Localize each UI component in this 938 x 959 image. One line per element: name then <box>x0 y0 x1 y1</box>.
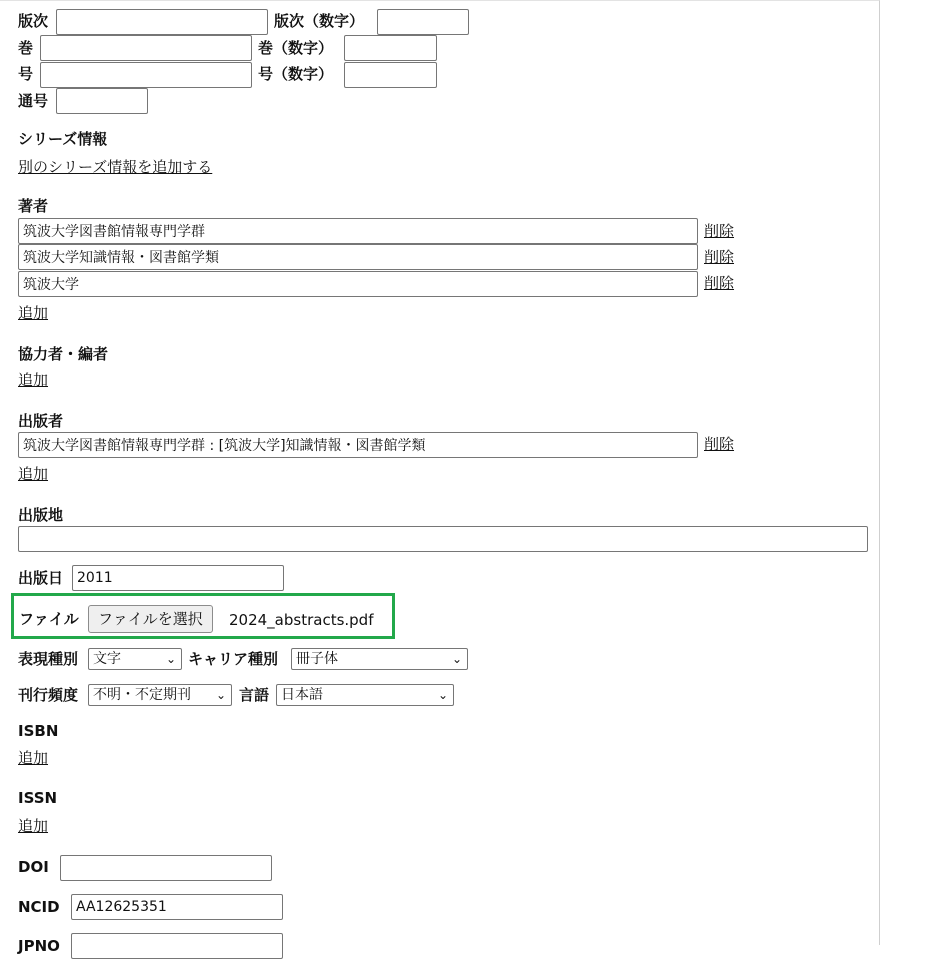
serial-label: 通号 <box>18 92 49 110</box>
selected-file-name: 2024_abstracts.pdf <box>229 611 374 629</box>
doi-label: DOI <box>18 858 49 876</box>
frequency-label: 刊行頻度 <box>18 686 79 704</box>
add-publisher-link[interactable]: 追加 <box>18 465 49 483</box>
author-input[interactable] <box>18 244 698 270</box>
issue-label: 号 <box>18 65 34 83</box>
expression-select[interactable] <box>88 648 182 670</box>
carrier-select[interactable] <box>291 648 468 670</box>
add-issn-link[interactable]: 追加 <box>18 817 49 835</box>
publisher-input[interactable] <box>18 432 698 458</box>
frequency-select[interactable] <box>88 684 232 706</box>
place-heading: 出版地 <box>18 506 64 524</box>
add-series-link[interactable]: 別のシリーズ情報を追加する <box>18 158 213 176</box>
expression-label: 表現種別 <box>18 650 79 668</box>
author-delete-link[interactable]: 削除 <box>704 248 735 266</box>
edition-num-label: 版次（数字） <box>274 12 365 30</box>
publishers-heading: 出版者 <box>18 412 64 430</box>
ncid-label: NCID <box>18 898 60 916</box>
language-select[interactable] <box>276 684 454 706</box>
authors-heading: 著者 <box>18 197 49 215</box>
volume-label: 巻 <box>18 39 34 57</box>
add-contributor-link[interactable]: 追加 <box>18 371 49 389</box>
ncid-input[interactable] <box>71 894 283 920</box>
volume-num-input[interactable] <box>344 35 437 61</box>
file-label: ファイル <box>19 610 79 628</box>
volume-input[interactable] <box>40 35 252 61</box>
pub-date-label: 出版日 <box>18 569 64 587</box>
chevron-down-icon: ⌄ <box>451 652 462 666</box>
pub-date-input[interactable] <box>72 565 284 591</box>
carrier-value: 冊子体 <box>296 651 338 667</box>
issue-input[interactable] <box>40 62 252 88</box>
jpno-label: JPNO <box>18 937 60 955</box>
expression-value: 文字 <box>93 651 121 667</box>
carrier-label: キャリア種別 <box>188 650 279 668</box>
chevron-down-icon: ⌄ <box>165 652 176 666</box>
add-author-link[interactable]: 追加 <box>18 304 49 322</box>
serial-input[interactable] <box>56 88 148 114</box>
volume-num-label: 巻（数字） <box>258 39 334 57</box>
publisher-delete-link[interactable]: 削除 <box>704 435 735 453</box>
issn-heading: ISSN <box>18 789 58 807</box>
place-input[interactable] <box>18 526 868 552</box>
author-input[interactable] <box>18 218 698 244</box>
chevron-down-icon: ⌄ <box>215 688 226 702</box>
author-delete-link[interactable]: 削除 <box>704 222 735 240</box>
series-heading: シリーズ情報 <box>18 130 108 148</box>
issue-num-label: 号（数字） <box>258 65 334 83</box>
language-value: 日本語 <box>281 687 323 703</box>
language-label: 言語 <box>239 686 270 704</box>
edition-label: 版次 <box>18 12 49 30</box>
contributors-heading: 協力者・編者 <box>18 345 109 363</box>
author-delete-link[interactable]: 削除 <box>704 274 735 292</box>
edition-num-input[interactable] <box>377 9 469 35</box>
issue-num-input[interactable] <box>344 62 437 88</box>
isbn-heading: ISBN <box>18 722 59 740</box>
frequency-value: 不明・不定期刊 <box>93 687 191 703</box>
chevron-down-icon: ⌄ <box>437 688 448 702</box>
add-isbn-link[interactable]: 追加 <box>18 749 49 767</box>
choose-file-button[interactable]: ファイルを選択 <box>88 605 213 633</box>
author-input[interactable] <box>18 271 698 297</box>
jpno-input[interactable] <box>71 933 283 959</box>
doi-input[interactable] <box>60 855 272 881</box>
edition-input[interactable] <box>56 9 268 35</box>
